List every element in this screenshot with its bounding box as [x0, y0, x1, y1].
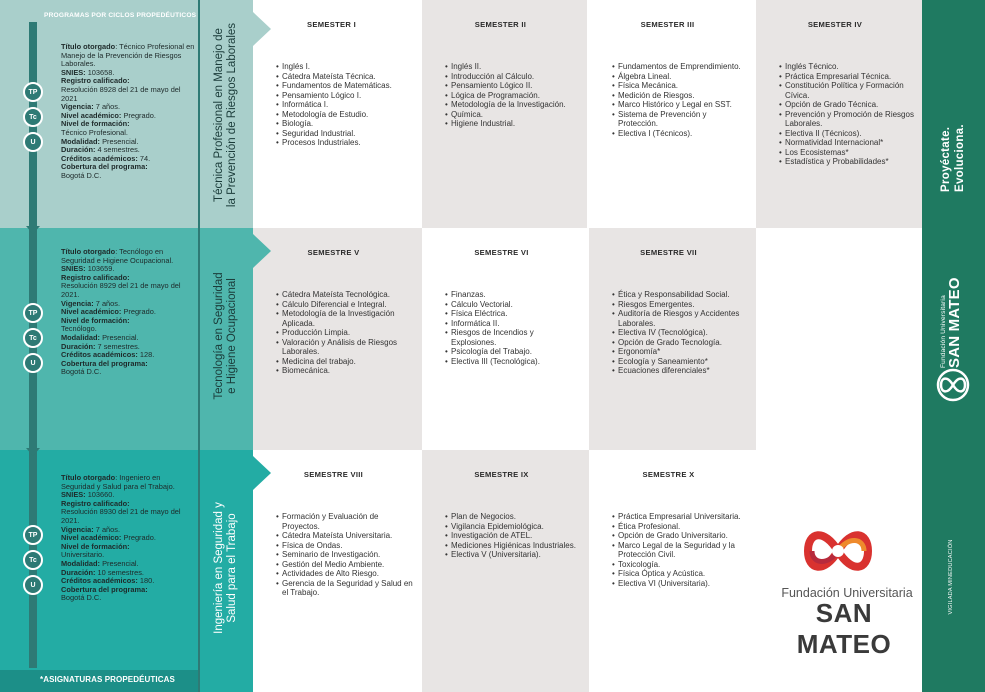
course-item: • Ecuaciones diferenciales* — [612, 366, 748, 376]
course-item: • Inglés Técnico. — [779, 62, 914, 72]
course-item: • Sistema de Prevención y Protección. — [612, 110, 746, 129]
course-item: • Estadística y Probabilidades* — [779, 157, 914, 167]
course-item: • Formación y Evaluación de Proyectos. — [276, 512, 414, 531]
program-info-2: Título otorgado: Tecnólogo en Seguridad e Higiene Ocupacional. SNIES: 103659. Registro calificado: Resolución 8929 del 21 de mayo del 2021. Vigencia: 7 años. Nivel académico: Pregrado. Nivel de formación: Tecnólogo. Modalidad: Presencial. Duración: 7 semestres. Créditos académicos: 128. Cobertura del programa: Bogotá D.C. — [61, 247, 181, 377]
badge-u: U — [23, 132, 43, 152]
course-item: • Pensamiento Lógico I. — [276, 91, 410, 101]
course-item: • Finanzas. — [445, 290, 581, 300]
semester-title: SEMESTRE IX — [474, 470, 529, 479]
semester-title: SEMESTER II — [474, 20, 527, 29]
course-item: • Normatividad Internacional* — [779, 138, 914, 148]
program-info-1: Título otorgado: Técnico Profesional en Manejo de la Prevención de Riesgos Laborales. SNIES: 103658. Registro calificado: Resolución 8928 del 21 de mayo del 2021 Vigencia: 7 años. Nivel académico: Pregrado. Nivel de formación: Técnico Profesional. Modalidad: Presencial. Duración: 4 semestres. Créditos académicos: 74. Cobertura del programa: Bogotá D.C. — [61, 42, 195, 180]
course-item: • Los Ecosistemas* — [779, 148, 914, 158]
program-title-1: Técnica Profesional en Manejo de la Prevención de Riesgos Laborales — [213, 22, 238, 208]
semester-title: SEMESTER IV — [807, 20, 863, 29]
course-item: • Electiva VI (Universitaria). — [612, 579, 748, 589]
course-list — [253, 512, 414, 598]
vigilada-label: VIGILADA MINEDUCACIÓN — [948, 539, 954, 615]
semester-card-3 — [589, 0, 754, 228]
course-item: • Cálculo Vectorial. — [445, 300, 581, 310]
course-item: • Actividades de Alto Riesgo. — [276, 569, 414, 579]
timeline-arrow-2 — [26, 448, 40, 456]
semester-card-7 — [589, 228, 756, 450]
course-item: • Gestión del Medio Ambiente. — [276, 560, 414, 570]
course-list — [253, 62, 410, 148]
course-list — [253, 290, 414, 376]
timeline-arrow-1 — [26, 226, 40, 234]
course-item: • Medición de Riesgos. — [612, 91, 746, 101]
course-item: • Electiva V (Universitaria). — [445, 550, 581, 560]
semester-card-9 — [422, 450, 589, 692]
footer-note: *ASIGNATURAS PROPEDÉUTICAS — [0, 670, 198, 692]
course-item: • Ergonomía* — [612, 347, 748, 357]
course-item: • Biología. — [276, 119, 410, 129]
course-item: • Prevención y Promoción de Riesgos Laborales. — [779, 110, 914, 129]
semester-card-2 — [422, 0, 587, 228]
course-item: • Constitución Política y Formación Cívica. — [779, 81, 914, 100]
course-list — [422, 62, 579, 129]
course-item: • Marco Histórico y Legal en SST. — [612, 100, 746, 110]
course-list — [756, 62, 914, 167]
program-title-2: Tecnología en Seguridad e Higiene Ocupacional — [213, 272, 238, 400]
course-item: • Gerencia de la Seguridad y Salud en el Trabajo. — [276, 579, 414, 598]
badge-tc: Tc — [23, 328, 43, 348]
chevron-right-icon — [253, 234, 271, 268]
badge-u: U — [23, 575, 43, 595]
course-item: • Riesgos Emergentes. — [612, 300, 748, 310]
course-item: • Cátedra Mateísta Técnica. — [276, 72, 410, 82]
page-heading: PROGRAMAS POR CICLOS PROPEDÉUTICOS — [44, 12, 197, 19]
program-title-3: Ingeniería en Seguridad y Salud para el Trabajo — [213, 502, 238, 634]
course-item: • Mediciones Higiénicas Industriales. — [445, 541, 581, 551]
badge-tc: Tc — [23, 550, 43, 570]
course-item: • Inglés II. — [445, 62, 579, 72]
chevron-right-icon — [253, 12, 271, 46]
semester-title: SEMESTRE V — [307, 248, 360, 257]
brand-emblem-icon — [936, 368, 970, 402]
course-item: • Marco Legal de la Seguridad y la Protección Civil. — [612, 541, 748, 560]
course-item: • Toxicología. — [612, 560, 748, 570]
chevron-right-icon — [253, 456, 271, 490]
san-mateo-logo-icon — [804, 520, 872, 582]
course-item: • Seguridad Industrial. — [276, 129, 410, 139]
semester-title: SEMESTRE X — [642, 470, 695, 479]
course-item: • Seminario de Investigación. — [276, 550, 414, 560]
course-item: • Metodología de la Investigación Aplicada. — [276, 309, 414, 328]
course-item: • Metodología de Estudio. — [276, 110, 410, 120]
course-item: • Introducción al Cálculo. — [445, 72, 579, 82]
column-divider — [198, 0, 200, 692]
course-list — [589, 512, 748, 588]
course-item: • Procesos Industriales. — [276, 138, 410, 148]
course-item: • Opción de Grado Tecnología. — [612, 338, 748, 348]
course-item: • Biomecánica. — [276, 366, 414, 376]
brand-slogan: Proyéctate. Evoluciona. — [940, 124, 966, 192]
course-item: • Física de Ondas. — [276, 541, 414, 551]
course-list — [422, 512, 581, 560]
semester-card-1 — [253, 0, 418, 228]
course-item: • Vigilancia Epidemiológica. — [445, 522, 581, 532]
empty-cell — [756, 228, 922, 450]
course-item: • Medicina del trabajo. — [276, 357, 414, 367]
course-item: • Pensamiento Lógico II. — [445, 81, 579, 91]
course-item: • Opción de Grado Universitario. — [612, 531, 748, 541]
badge-u: U — [23, 353, 43, 373]
course-item: • Riesgos de Incendios y Explosiones. — [445, 328, 581, 347]
semester-title: SEMESTRE VIII — [303, 470, 364, 479]
badge-tp: TP — [23, 82, 43, 102]
course-item: • Ética y Responsabilidad Social. — [612, 290, 748, 300]
course-item: • Investigación de ATEL. — [445, 531, 581, 541]
course-item: • Electiva IV (Tecnológica). — [612, 328, 748, 338]
semester-card-10 — [589, 450, 756, 692]
badge-tp: TP — [23, 525, 43, 545]
course-item: • Electiva II (Técnicos). — [779, 129, 914, 139]
course-item: • Cálculo Diferencial e Integral. — [276, 300, 414, 310]
course-list — [589, 290, 748, 376]
course-item: • Cátedra Mateísta Tecnológica. — [276, 290, 414, 300]
course-item: • Práctica Empresarial Universitaria. — [612, 512, 748, 522]
logo-title: SAN MATEO — [796, 598, 892, 659]
course-item: • Plan de Negocios. — [445, 512, 581, 522]
course-item: • Cátedra Mateísta Universitaria. — [276, 531, 414, 541]
logo-subtitle: Fundación Universitaria — [781, 586, 913, 600]
course-item: • Física Eléctrica. — [445, 309, 581, 319]
course-item: • Electiva III (Tecnológica). — [445, 357, 581, 367]
semester-title: SEMESTER III — [640, 20, 695, 29]
semester-card-5 — [253, 228, 422, 450]
course-item: • Informática I. — [276, 100, 410, 110]
course-item: • Ética Profesional. — [612, 522, 748, 532]
course-item: • Práctica Empresarial Técnica. — [779, 72, 914, 82]
logo-cell — [756, 450, 922, 692]
semester-title: SEMESTRE VI — [474, 248, 529, 257]
course-item: • Opción de Grado Técnica. — [779, 100, 914, 110]
brand-vertical-name: Fundación Universitaria SAN MATEO — [940, 277, 963, 368]
course-item: • Auditoría de Riesgos y Accidentes Laborales. — [612, 309, 748, 328]
course-item: • Inglés I. — [276, 62, 410, 72]
course-item: • Ecología y Saneamiento* — [612, 357, 748, 367]
badge-tc: Tc — [23, 107, 43, 127]
course-item: • Informática II. — [445, 319, 581, 329]
badge-tp: TP — [23, 303, 43, 323]
course-list — [422, 290, 581, 366]
semester-card-4 — [756, 0, 922, 228]
course-item: • Fundamentos de Emprendimiento. — [612, 62, 746, 72]
course-item: • Metodología de la Investigación. — [445, 100, 579, 110]
semester-title: SEMESTER I — [307, 20, 356, 29]
course-item: • Higiene Industrial. — [445, 119, 579, 129]
course-item: • Lógica de Programación. — [445, 91, 579, 101]
course-item: • Física Mecánica. — [612, 81, 746, 91]
course-list — [589, 62, 746, 138]
course-item: • Producción Limpia. — [276, 328, 414, 338]
course-item: • Física Óptica y Acústica. — [612, 569, 748, 579]
course-item: • Álgebra Lineal. — [612, 72, 746, 82]
course-item: • Psicología del Trabajo. — [445, 347, 581, 357]
course-item: • Valoración y Análisis de Riesgos Laborales. — [276, 338, 414, 357]
semester-title: SEMESTRE VII — [640, 248, 697, 257]
course-item: • Química. — [445, 110, 579, 120]
program-info-3: Título otorgado: Ingeniero en Seguridad y Salud para el Trabajo. SNIES: 103660. Registro calificado: Resolución 8930 del 21 de mayo del 2021. Vigencia: 7 años. Nivel académico: Pregrado. Nivel de formación: Universitario. Modalidad: Presencial. Duración: 10 semestres. Créditos académicos: 180. Cobertura del programa: Bogotá D.C. — [61, 473, 181, 603]
course-item: • Electiva I (Técnicos). — [612, 129, 746, 139]
semester-card-6 — [422, 228, 589, 450]
course-item: • Fundamentos de Matemáticas. — [276, 81, 410, 91]
semester-card-8 — [253, 450, 422, 692]
